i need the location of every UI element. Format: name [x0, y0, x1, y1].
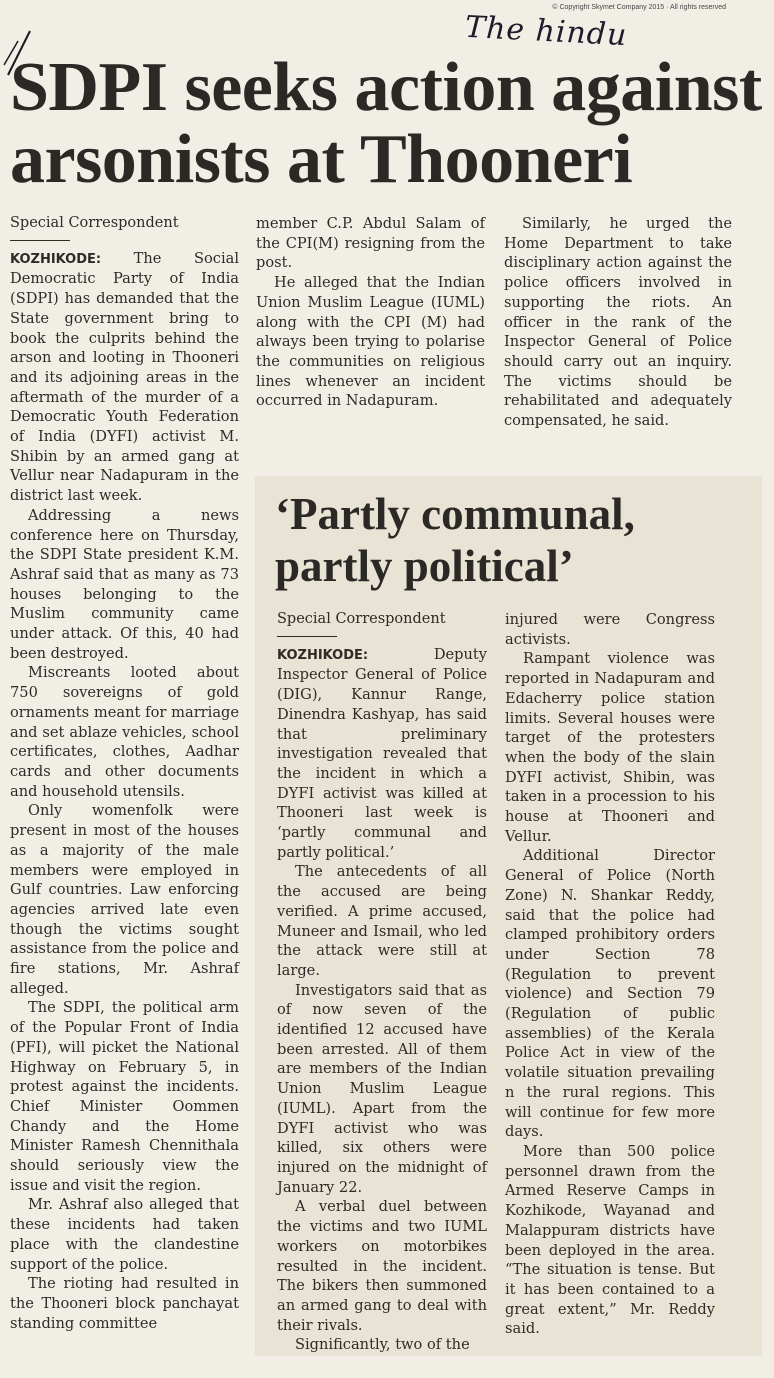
- sidebar-byline: Special Correspondent: [277, 611, 446, 627]
- main-paragraph: member C.P. Abdul Salam of the CPI(M) resigning from the post.: [256, 215, 485, 272]
- main-paragraph: The rioting had resulted in the Thooneri block panchayat standing committee: [10, 1275, 239, 1332]
- main-headline: SDPI seeks action against arsonists at Thooneri: [10, 49, 762, 198]
- paragraph-text: The Social Democratic Party of India (SDPI) has demanded that the State government bring to book the culprits behind the arson and looting in Thooneri and its adjoining areas in the aftermath of the murder of a Democratic Youth Federation of India (DYFI) activist M. Shibin by an armed gang at Vellur near Nadapuram in the district last week.: [10, 249, 239, 505]
- main-paragraph: [10, 249, 239, 506]
- sidebar-paragraph: Investigators said that as of now seven of the identified 12 accused have been arrested. All of them are members of the Indian Union Muslim League (IUML). Apart from the DYFI activist who was killed, six others were injured on the midnight of January 22.: [277, 981, 487, 1196]
- byline-rule: [277, 636, 337, 637]
- sidebar-paragraph: injured were Congress activists.: [505, 611, 715, 648]
- sidebar-paragraph: Rampant violence was reported in Nadapuram and Edacherry police station limits. Several houses were target of the protesters when the body of the slain DYFI activist, Shibin, was taken in a procession to his house at Thooneri and Vellur.: [505, 650, 715, 845]
- main-paragraph: Only womenfolk were present in most of the houses as a majority of the male members were employed in Gulf countries. Law enforcing agencies arrived late even though the victims sought assistance from the police and fire stations, Mr. Ashraf alleged.: [10, 802, 239, 997]
- sidebar-paragraph: Significantly, two of the: [295, 1336, 470, 1354]
- sidebar-paragraph: The antecedents of all the accused are being verified. A prime accused, Muneer and Ismail, who led the attack were still at large.: [277, 863, 487, 979]
- sidebar-article-column-1: [277, 610, 487, 1355]
- main-article-column-1: [10, 214, 239, 1333]
- sidebar-paragraph: A verbal duel between the victims and two IUML workers on motorbikes resulted in the incident. The bikers then summoned an armed gang to deal with their rivals.: [277, 1198, 487, 1334]
- sidebar-headline: ‘Partly communal, partly political’: [275, 489, 635, 591]
- sidebar-paragraph: [277, 645, 487, 863]
- main-paragraph: He alleged that the Indian Union Muslim League (IUML) along with the CPI (M) had always been trying to polarise the communities on religious lines whenever an incident occurred in Nadapuram.: [256, 274, 485, 410]
- main-article-column-3: [504, 214, 732, 431]
- main-paragraph: Miscreants looted about 750 sovereigns of gold ornaments meant for marriage and set ablaze vehicles, school certificates, clothes, Aadhar cards and other documents and household utensils.: [10, 664, 239, 800]
- main-article-column-2: [256, 214, 485, 411]
- copyright-notice: © Copyright Skymet Company 2015 · All rights reserved: [552, 4, 726, 11]
- main-paragraph: Mr. Ashraf also alleged that these incidents had taken place with the clandestine support of the police.: [10, 1196, 239, 1273]
- main-paragraph: Addressing a news conference here on Thursday, the SDPI State president K.M. Ashraf said that as many as 73 houses belonging to the Muslim community came under attack. Of this, 40 had been destroyed.: [10, 506, 239, 662]
- handwritten-source-note: The hindu: [464, 9, 629, 54]
- main-dateline: KOZHIKODE:: [10, 251, 102, 267]
- sidebar-article-column-2: [505, 610, 715, 1339]
- sidebar-paragraph: Additional Director General of Police (North Zone) N. Shankar Reddy, said that the police had clamped prohibitory orders under Section 78 (Regulation to prevent violence) and Section 79 (Regulation of public assemblies) of the Kerala Police Act in view of the volatile situation prevailing n the rural regions. This will continue for few more days.: [505, 847, 715, 1141]
- sidebar-dateline: KOZHIKODE:: [277, 647, 369, 663]
- paragraph-text: Deputy Inspector General of Police (DIG), Kannur Range, Dinendra Kashyap, has said that preliminary investigation revealed that the incident in which a DYFI activist was killed at Thooneri last week is ‘partly communal and partly political.’: [277, 645, 487, 861]
- main-paragraph: The SDPI, the political arm of the Popular Front of India (PFI), will picket the National Highway on February 5, in protest against the incidents. Chief Minister Oommen Chandy and the Home Minister Ramesh Chennithala should seriously view the issue and visit the region.: [10, 999, 239, 1194]
- byline-rule: [10, 240, 70, 241]
- sidebar-paragraph: More than 500 police personnel drawn from the Armed Reserve Camps in Kozhikode, Wayanad and Malappuram districts have been deployed in the area. “The situation is tense. But it has been contained to a great extent,” Mr. Reddy said.: [505, 1142, 715, 1338]
- main-paragraph: Similarly, he urged the Home Department to take disciplinary action against the police officers involved in supporting the riots. An officer in the rank of the Inspector General of Police should carry out an inquiry. The victims should be rehabilitated and adequately compensated, he said.: [504, 215, 732, 430]
- main-byline: Special Correspondent: [10, 215, 179, 231]
